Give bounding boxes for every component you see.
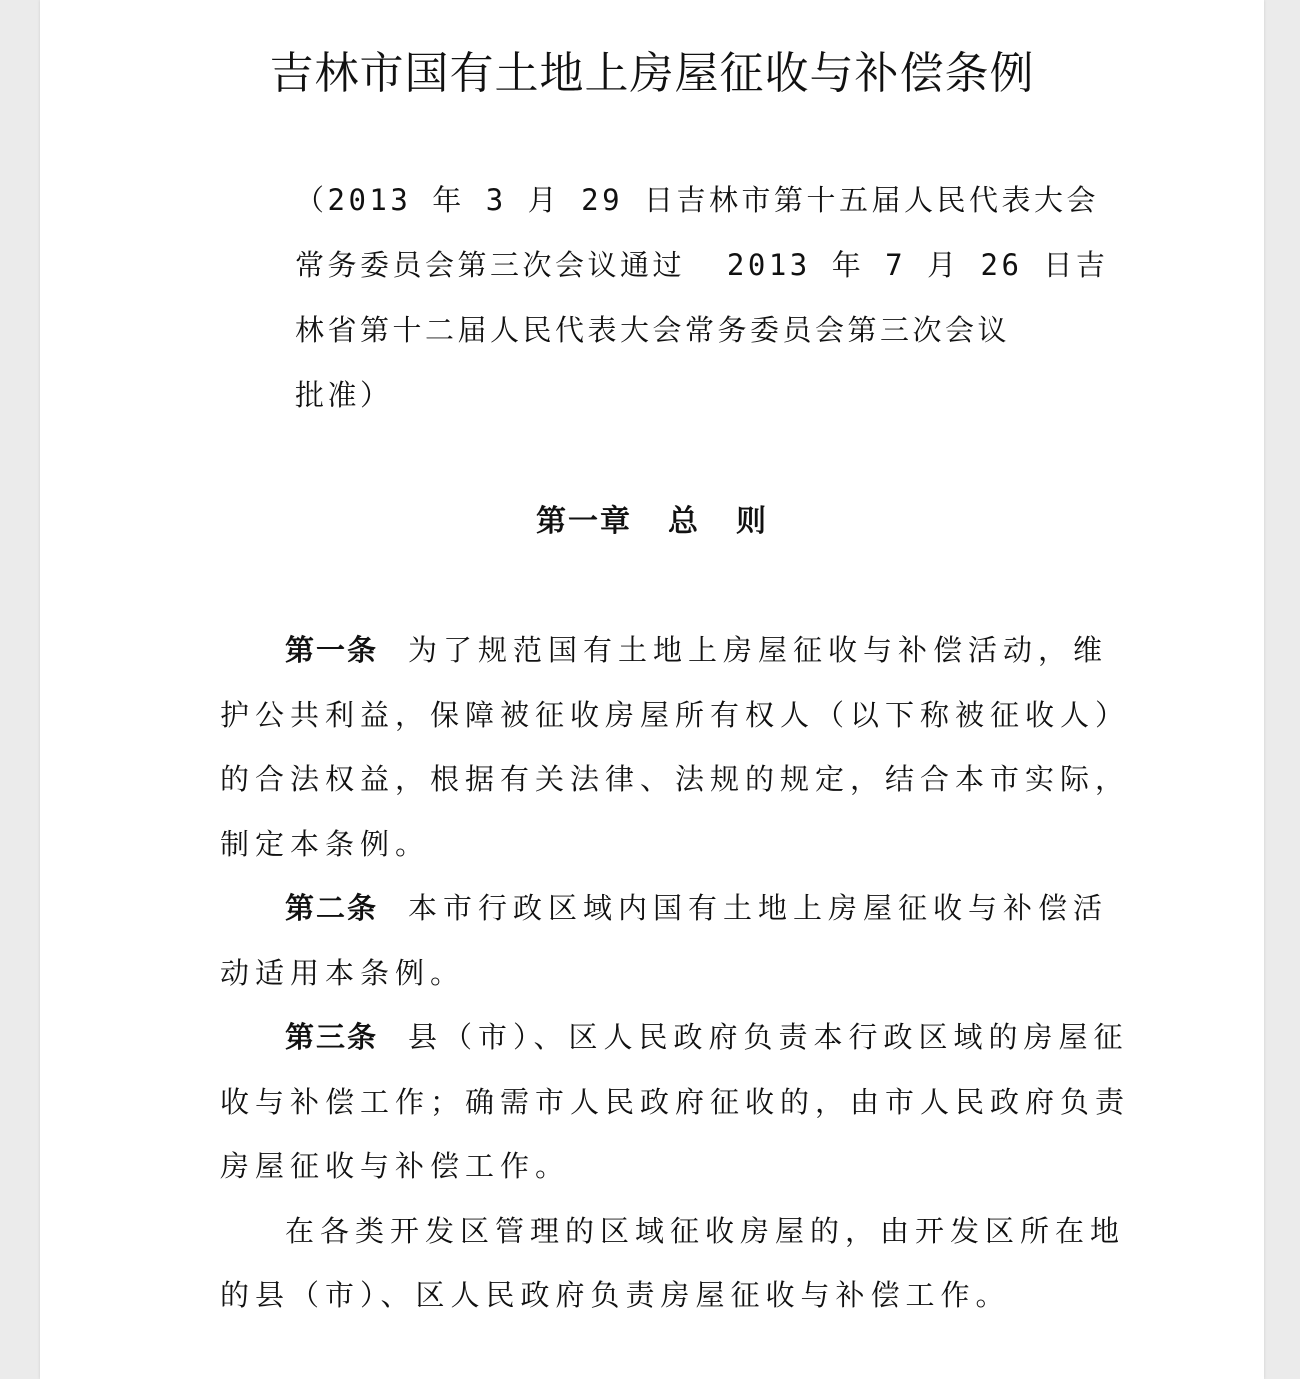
document-title: 吉林市国有土地上房屋征收与补偿条例 <box>269 48 1035 99</box>
chapter-name-part2: 则 <box>736 504 768 539</box>
document-body <box>220 618 1131 1328</box>
article-line: 护公共利益，保障被征收房屋所有权人（以下称被征收人） <box>220 697 1131 732</box>
chapter-heading <box>40 497 1264 547</box>
article-label: 第二条 <box>285 891 379 925</box>
article-line: 动适用本条例。 <box>220 955 466 990</box>
article-label: 第一条 <box>285 633 379 667</box>
article-3-first-line <box>220 1005 1129 1070</box>
article-line: 收与补偿工作；确需市人民政府征收的，由市人民政府负责 <box>220 1084 1131 1119</box>
adoption-note <box>295 168 1109 428</box>
chapter-number: 第一章 <box>536 504 632 539</box>
note-line: 常务委员会第三次会议通过 2013 年 7 月 26 日吉 <box>295 248 1109 282</box>
note-line: 林省第十二届人民代表大会常务委员会第三次会议 <box>295 313 1011 347</box>
paragraph-line: 的县（市）、区人民政府负责房屋征收与补偿工作。 <box>220 1278 1011 1312</box>
article-text: 县（市）、区人民政府负责本行政区域的房屋征 <box>408 1020 1129 1054</box>
chapter-name-part1: 总 <box>668 504 700 539</box>
article-label: 第三条 <box>285 1020 379 1054</box>
article-1-first-line <box>220 618 1109 683</box>
article-text: 为了规范国有土地上房屋征收与补偿活动，维 <box>408 633 1109 667</box>
article-text: 本市行政区域内国有土地上房屋征收与补偿活 <box>408 891 1109 925</box>
paragraph-first-line: 在各类开发区管理的区域征收房屋的，由开发区所在地 <box>285 1213 1126 1248</box>
article-2-first-line <box>220 876 1109 941</box>
article-line: 房屋征收与补偿工作。 <box>220 1149 571 1183</box>
note-line: （2013 年 3 月 29 日吉林市第十五届人民代表大会 <box>295 183 1100 217</box>
document-page <box>40 0 1264 1379</box>
article-line: 制定本条例。 <box>220 826 431 861</box>
note-line: 批准） <box>295 378 393 412</box>
article-line: 的合法权益，根据有关法律、法规的规定，结合本市实际， <box>220 762 1131 796</box>
